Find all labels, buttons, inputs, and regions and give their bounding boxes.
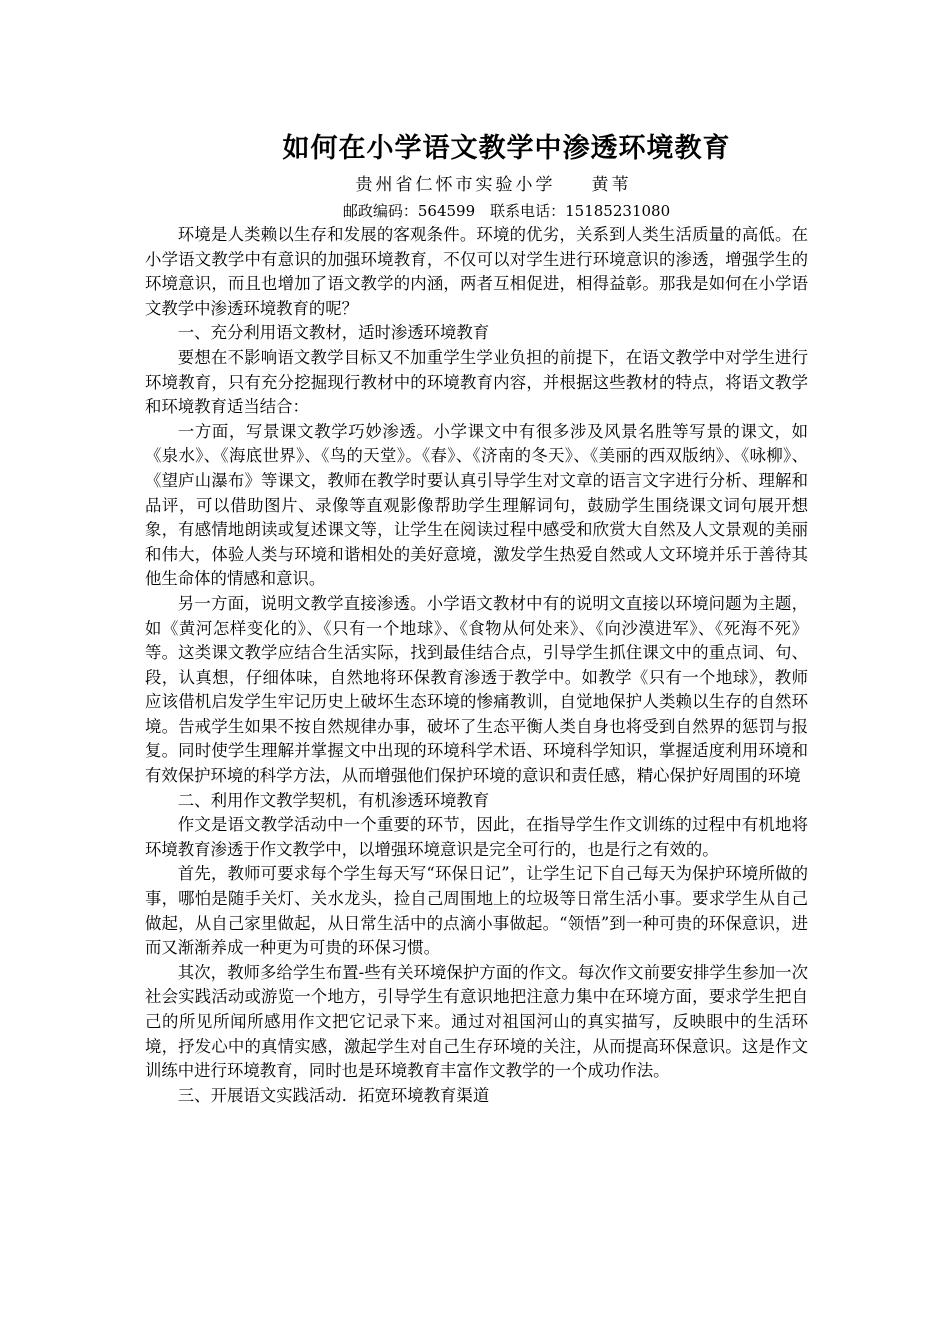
paragraph: 要想在不影响语文教学目标又不加重学生学业负担的前提下，在语文教学中对学生进行环境教育，只有充分挖掘现行教材中的环境教育内容，并根据这些教材的特点，将语文教学和环境教育适当结合： [145,347,808,417]
contact-line: 邮政编码：564599 联系电话：15185231080 [342,202,671,220]
author-name: 黄苇 [591,175,632,195]
paragraph: 作文是语文教学活动中一个重要的环节，因此，在指导学生作文训练的过程中有机地将环境教育渗透于作文教学中，以增强环境意识是完全可行的，也是行之有效的。 [145,815,808,859]
section-heading-3: 三、开展语文实践活动．拓宽环境教育渠道 [177,1085,490,1105]
section-heading-1: 一、充分利用语文教材，适时渗透环境教育 [177,323,490,343]
document-title: 如何在小学语文教学中渗透环境教育 [282,133,731,164]
paragraph: 首先，教师可要求每个学生每天写“环保日记”，让学生记下自己每天为保护环境所做的事，哪怕是随手关灯、关水龙头，捡自己周围地上的垃圾等日常生活小事。要求学生从自己做起，从自己家里做起，从日常生活中的点滴小事做起。“领悟”到一种可贵的环保意识，进而又渐渐养成一种更为可贵的环保习惯。 [145,864,808,958]
paragraph-intro: 环境是人类赖以生存和发展的客观条件。环境的优劣，关系到人类生活质量的高低。在小学语文教学中有意识的加强环境教育，不仅可以对学生进行环境意识的渗透，增强学生的环境意识，而且也增加了语文教学的内涵，两者互相促进，相得益彰。那我是如何在小学语文教学中渗透环境教育的呢？ [145,225,808,318]
paragraph: 另一方面，说明文教学直接渗透。小学语文教材中有的说明文直接以环境问题为主题，如《黄河怎样变化的》、《只有一个地球》、《食物从何处来》、《向沙漠进军》、《死海不死》等。这类课文教学应结合生活实际，找到最佳结合点，引导学生抓住课文中的重点词、句、段，认真想，仔细体味，自然地将环保教育渗透于教学中。如教学《只有一个地球》，教师应该借机启发学生牢记历史上破坏生态环境的惨痛教训，自觉地保护人类赖以生存的自然环境。告戒学生如果不按自然规律办事，破坏了生态平衡人类自身也将受到自然界的惩罚与报复。同时使学生理解并掌握文中出现的环境科学术语、环境科学知识，掌握适度利用环境和有效保护环境的科学方法，从而增强他们保护环境的意识和责任感，精心保护好周围的环境 [145,593,808,786]
document-body [145,223,808,1108]
paragraph: 一方面，写景课文教学巧妙渗透。小学课文中有很多涉及风景名胜等写景的课文，如《泉水》、《海底世界》、《鸟的天堂》。《春》、《济南的冬天》、《美丽的西双版纳》、《咏柳》、《望庐山瀑布》等课文，教师在教学时要认真引导学生对文章的语言文字进行分析、理解和品评，可以借助图片、录像等直观影像帮助学生理解词句，鼓励学生围绕课文词句展开想象，有感情地朗读或复述课文等，让学生在阅读过程中感受和欣赏大自然及人文景观的美丽和伟大，体验人类与环境和谐相处的美好意境，激发学生热爱自然或人文环境并乐于善待其他生命体的情感和意识。 [145,421,808,589]
author-line [145,171,808,199]
document-page [145,128,808,1108]
paragraph: 其次，教师多给学生布置-些有关环境保护方面的作文。每次作文前要安排学生参加一次社会实践活动或游览一个地方，引导学生有意识地把注意力集中在环境方面，要求学生把自己的所见所闻所感用作文把它记录下来。通过对祖国河山的真实描写，反映眼中的生活环境，抒发心中的真情实感，激起学生对自己生存环境的关注，从而提高环保意识。这是作文训练中进行环境教育，同时也是环境教育丰富作文教学的一个成功作法。 [145,962,808,1081]
section-heading-2: 二、利用作文教学契机，有机渗透环境教育 [177,790,490,810]
author-school: 贵州省仁怀市实验小学 [355,175,556,195]
